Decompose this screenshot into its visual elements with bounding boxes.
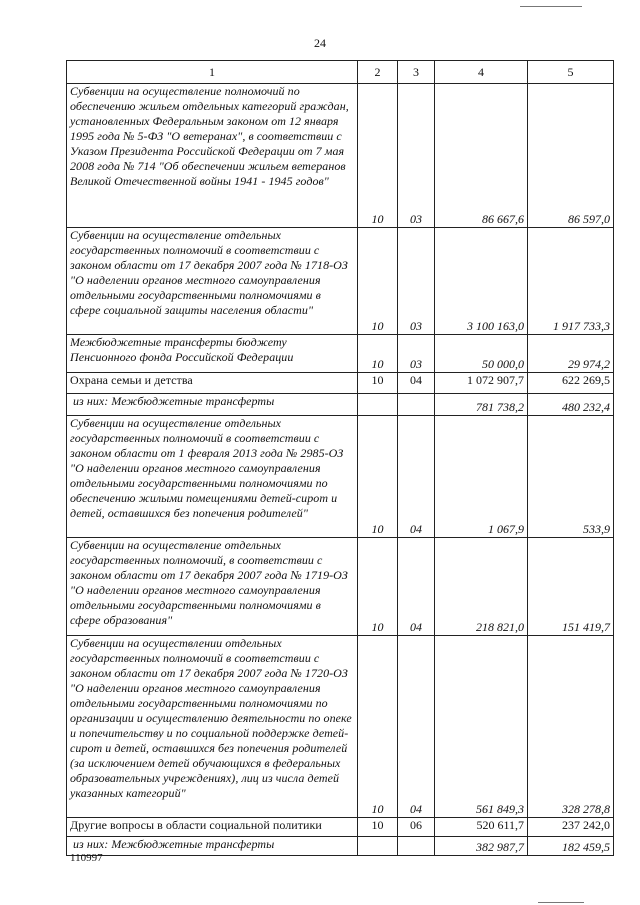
row-section: 10 [358, 228, 398, 335]
header-col-2: 2 [358, 61, 398, 84]
row-description: Межбюджетные трансферты бюджету Пенсионного фонда Российской Федерации [67, 335, 358, 373]
row-subsection: 03 [398, 228, 435, 335]
row-amount-plan: 781 738,2 [435, 394, 528, 416]
row-description: из них: Межбюджетные трансферты [67, 394, 358, 416]
row-amount-actual: 86 597,0 [528, 84, 614, 228]
row-amount-actual: 480 232,4 [528, 394, 614, 416]
table-row [67, 335, 614, 373]
table-row [67, 394, 614, 416]
table-row [67, 837, 614, 856]
row-amount-plan: 382 987,7 [435, 837, 528, 856]
row-subsection: 04 [398, 373, 435, 394]
row-section: 10 [358, 373, 398, 394]
row-amount-plan: 218 821,0 [435, 538, 528, 636]
row-amount-actual: 622 269,5 [528, 373, 614, 394]
row-description: Субвенции на осуществление отдельных государственных полномочий, в соответствии с законом области от 17 декабря 2007 года № 1719-ОЗ "О наделении органов местного самоуправления отдельными государственными полномочиями в сфере образования" [67, 538, 358, 636]
row-section: 10 [358, 335, 398, 373]
row-section: 10 [358, 84, 398, 228]
row-section [358, 837, 398, 856]
top-edge-mark [520, 6, 582, 7]
row-description: Субвенции на осуществление отдельных государственных полномочий в соответствии с законом области от 17 декабря 2007 года № 1718-ОЗ "О наделении органов местного самоуправления отдельными государственными полномочиями в сфере социальной защиты населения области" [67, 228, 358, 335]
header-col-4: 4 [435, 61, 528, 84]
row-section: 10 [358, 818, 398, 837]
row-amount-actual: 533,9 [528, 416, 614, 538]
row-section [358, 394, 398, 416]
row-subsection [398, 394, 435, 416]
row-section: 10 [358, 538, 398, 636]
row-section: 10 [358, 636, 398, 818]
row-amount-actual: 29 974,2 [528, 335, 614, 373]
header-col-5: 5 [528, 61, 614, 84]
row-description: Охрана семьи и детства [67, 373, 358, 394]
header-col-1: 1 [67, 61, 358, 84]
row-subsection: 03 [398, 335, 435, 373]
document-code: 110997 [70, 852, 103, 864]
table-row [67, 416, 614, 538]
budget-table [66, 60, 614, 856]
table-row [67, 373, 614, 394]
row-subsection: 06 [398, 818, 435, 837]
row-amount-actual: 1 917 733,3 [528, 228, 614, 335]
row-amount-actual: 237 242,0 [528, 818, 614, 837]
row-description: Субвенции на осуществление отдельных государственных полномочий в соответствии с законом области от 1 февраля 2013 года № 2985-ОЗ "О наделении органов местного самоуправления отдельными государственными полномочиями по обеспечению жилыми помещениями детей-сирот и детей, оставшихся без попечения родителей" [67, 416, 358, 538]
row-amount-plan: 86 667,6 [435, 84, 528, 228]
row-description: Субвенции на осуществление полномочий по обеспечению жильем отдельных категорий граждан, установленных Федеральным законом от 12 января 1995 года № 5-ФЗ "О ветеранах", в соответствии с Указом Президента Российской Федерации от 7 мая 2008 года № 714 "Об обеспечении жильем ветеранов Великой Отечественной войны 1941 - 1945 годов" [67, 84, 358, 228]
bottom-edge-mark [538, 902, 584, 903]
table-row [67, 818, 614, 837]
row-amount-plan: 561 849,3 [435, 636, 528, 818]
table-row [67, 636, 614, 818]
row-amount-plan: 1 072 907,7 [435, 373, 528, 394]
row-description: Субвенции на осуществлении отдельных государственных полномочий в соответствии с законом области от 17 декабря 2007 года № 1720-ОЗ "О наделении органов местного самоуправления отдельными государственными полномочиями по организации и осуществлению деятельности по опеке и попечительству и по социальной поддержке детей-сирот и детей, оставшихся без попечения родителей (за исключением детей обучающихся в федеральных образовательных учреждениях), лиц из числа детей указанных категорий" [67, 636, 358, 818]
row-amount-actual: 328 278,8 [528, 636, 614, 818]
row-amount-plan: 3 100 163,0 [435, 228, 528, 335]
row-amount-plan: 520 611,7 [435, 818, 528, 837]
table-row [67, 228, 614, 335]
row-amount-actual: 182 459,5 [528, 837, 614, 856]
row-subsection: 04 [398, 636, 435, 818]
header-col-3: 3 [398, 61, 435, 84]
table-row [67, 538, 614, 636]
table-row [67, 84, 614, 228]
table-header-row [67, 61, 614, 84]
row-subsection: 03 [398, 84, 435, 228]
row-description: Другие вопросы в области социальной политики [67, 818, 358, 837]
row-subsection: 04 [398, 538, 435, 636]
row-description: из них: Межбюджетные трансферты [67, 837, 358, 856]
page-number: 24 [314, 36, 326, 50]
row-amount-plan: 50 000,0 [435, 335, 528, 373]
row-subsection: 04 [398, 416, 435, 538]
row-amount-plan: 1 067,9 [435, 416, 528, 538]
row-section: 10 [358, 416, 398, 538]
row-subsection [398, 837, 435, 856]
row-amount-actual: 151 419,7 [528, 538, 614, 636]
